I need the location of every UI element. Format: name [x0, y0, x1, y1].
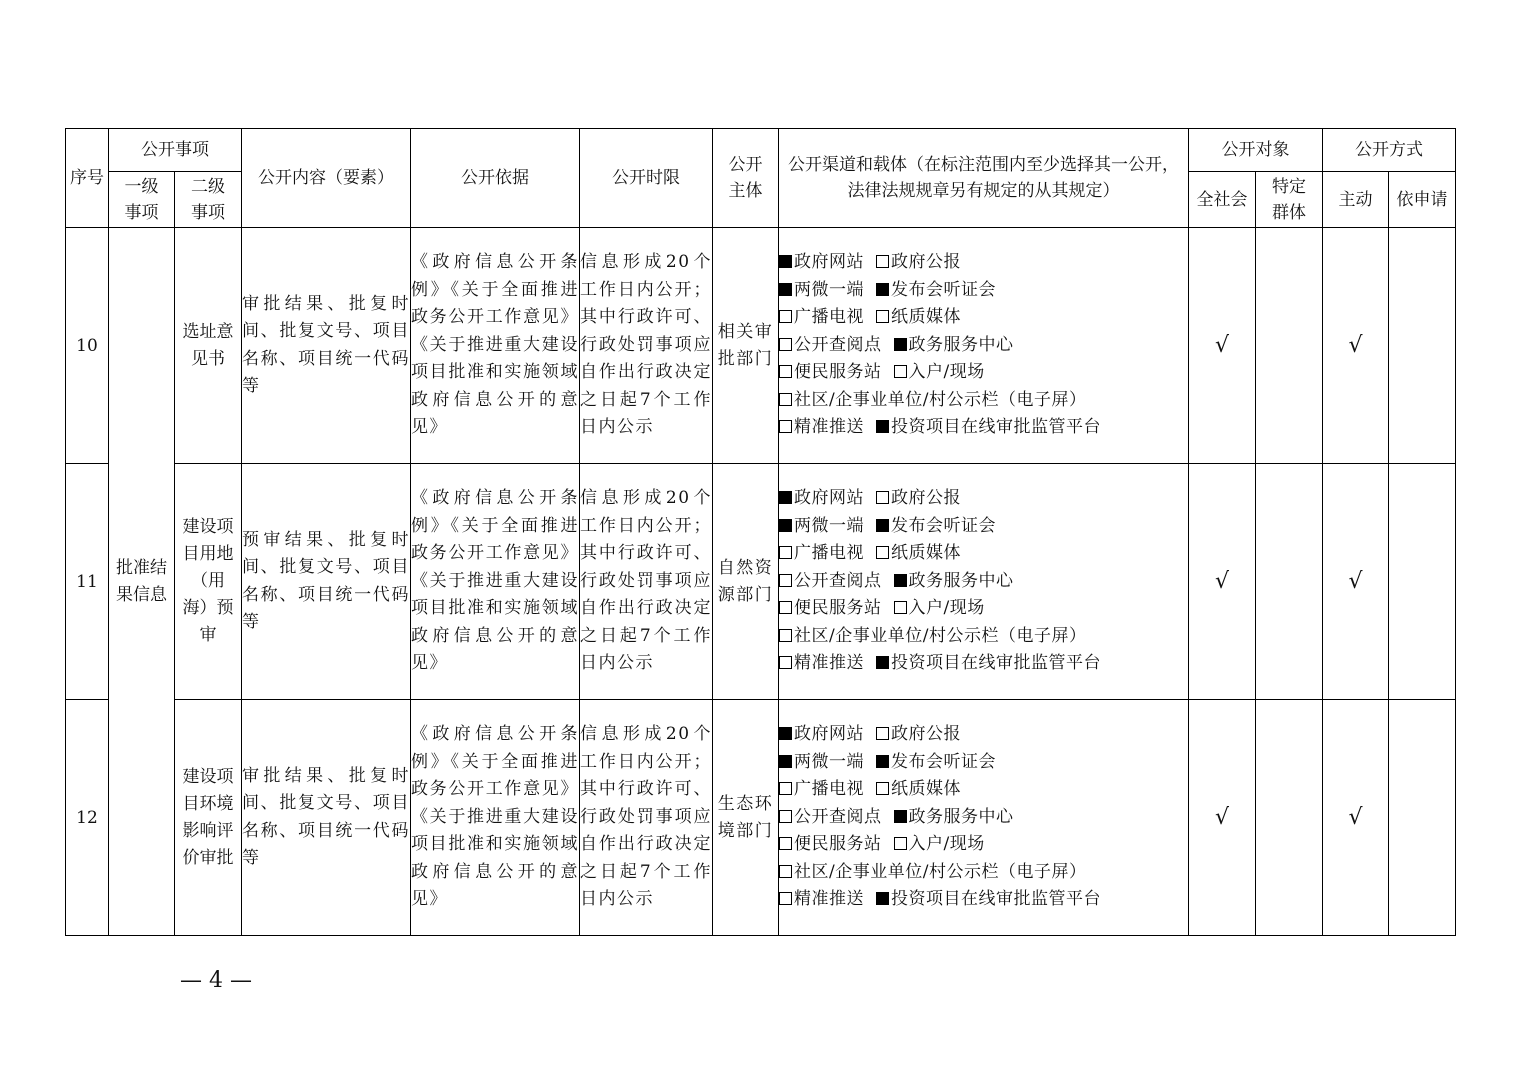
channel-option: [779, 626, 1086, 646]
unchecked-box-icon: [779, 546, 792, 559]
channel-line: [779, 414, 1188, 442]
channel-cell: [779, 700, 1189, 936]
header-target-specific: 特定群体: [1256, 172, 1323, 228]
channel-option-label: 便民服务站: [794, 362, 882, 383]
channel-option-label: 投资项目在线审批监管平台: [891, 889, 1101, 910]
channel-option-label: 公开查阅点: [794, 806, 882, 827]
channel-option-label: 政府公报: [891, 252, 961, 273]
channel-option-label: 政府网站: [794, 488, 864, 509]
content-cell: 预审结果、批复时间、批复文号、项目名称、项目统一代码等: [242, 464, 411, 700]
header-level2: 二级事项: [175, 172, 242, 228]
channel-option: [894, 571, 1014, 591]
channel-option: [876, 280, 996, 300]
channel-line: [779, 595, 1188, 623]
channel-option: [779, 834, 882, 854]
channel-option: [876, 889, 1101, 909]
level2-cell: 选址意见书: [175, 228, 242, 464]
channel-option-label: 两微一端: [794, 515, 864, 536]
channel-option: [779, 543, 864, 563]
channel-option: [779, 779, 864, 799]
unchecked-box-icon: [779, 310, 792, 323]
seq-cell: 10: [66, 228, 109, 464]
content-cell: 审批结果、批复时间、批复文号、项目名称、项目统一代码等: [242, 700, 411, 936]
unchecked-box-icon: [779, 656, 792, 669]
channel-option: [779, 516, 864, 536]
timelimit-cell: 信息形成20个工作日内公开；其中行政许可、行政处罚事项应自作出行政决定之日起7个工作日内公示: [580, 228, 713, 464]
basis-cell: 《政府信息公开条例》《关于全面推进政务公开工作意见》《关于推进重大建设项目批准和实施领域政府信息公开的意见》: [411, 700, 580, 936]
target-all-cell: √: [1189, 228, 1256, 464]
channel-option-label: 广播电视: [794, 779, 864, 800]
channel-option-label: 两微一端: [794, 279, 864, 300]
unchecked-box-icon: [779, 892, 792, 905]
table-row: [66, 464, 1456, 700]
target-all-cell: √: [1189, 700, 1256, 936]
table-row: [66, 228, 1456, 464]
unchecked-box-icon: [779, 629, 792, 642]
channel-line: [779, 513, 1188, 541]
channel-option: [876, 488, 961, 508]
channel-option-label: 两微一端: [794, 751, 864, 772]
unchecked-box-icon: [779, 393, 792, 406]
channel-option-label: 社区/企事业单位/村公示栏（电子屏）: [794, 625, 1087, 646]
checked-box-icon: [876, 892, 889, 905]
channel-line: [779, 540, 1188, 568]
channel-option: [779, 752, 864, 772]
basis-cell: 《政府信息公开条例》《关于全面推进政务公开工作意见》《关于推进重大建设项目批准和实施领域政府信息公开的意见》: [411, 228, 580, 464]
level1-cell: 批准结果信息: [109, 228, 175, 936]
channel-option-label: 入户/现场: [908, 834, 985, 855]
checked-box-icon: [894, 810, 907, 823]
checked-box-icon: [779, 255, 792, 268]
channel-line: [779, 387, 1188, 415]
header-subject: 公开主体: [713, 129, 779, 228]
subject-cell: 自然资源部门: [713, 464, 779, 700]
channel-option: [894, 807, 1014, 827]
level2-cell: 建设项目用地（用海）预审: [175, 464, 242, 700]
checked-box-icon: [894, 574, 907, 587]
unchecked-box-icon: [779, 837, 792, 850]
channel-option-label: 政务服务中心: [908, 334, 1014, 355]
channel-option: [894, 598, 985, 618]
channel-option: [779, 598, 882, 618]
channel-option: [779, 488, 864, 508]
checked-box-icon: [876, 519, 889, 532]
timelimit-cell: 信息形成20个工作日内公开；其中行政许可、行政处罚事项应自作出行政决定之日起7个工作日内公示: [580, 700, 713, 936]
channel-option-label: 发布会听证会: [891, 279, 996, 300]
channel-option: [779, 653, 864, 673]
target-specific-cell: [1256, 700, 1323, 936]
channel-line: [779, 359, 1188, 387]
checked-box-icon: [876, 420, 889, 433]
channel-option: [779, 362, 882, 382]
unchecked-box-icon: [779, 782, 792, 795]
channel-option-label: 精准推送: [794, 653, 864, 674]
channel-option: [779, 335, 882, 355]
checked-box-icon: [894, 338, 907, 351]
method-active-cell: √: [1323, 700, 1389, 936]
target-all-cell: √: [1189, 464, 1256, 700]
channel-option-label: 便民服务站: [794, 834, 882, 855]
table-row: [66, 700, 1456, 936]
checked-box-icon: [779, 283, 792, 296]
channel-line: [779, 886, 1188, 914]
channel-option: [779, 807, 882, 827]
channel-line: [779, 859, 1188, 887]
channel-option-label: 便民服务站: [794, 598, 882, 619]
unchecked-box-icon: [876, 255, 889, 268]
unchecked-box-icon: [779, 865, 792, 878]
checked-box-icon: [876, 755, 889, 768]
channel-line: [779, 304, 1188, 332]
timelimit-cell: 信息形成20个工作日内公开；其中行政许可、行政处罚事项应自作出行政决定之日起7个工作日内公示: [580, 464, 713, 700]
channel-option-label: 政务服务中心: [908, 806, 1014, 827]
channel-option: [876, 752, 996, 772]
channel-option: [779, 724, 864, 744]
channel-option: [876, 307, 961, 327]
seq-cell: 11: [66, 464, 109, 700]
channel-option-label: 发布会听证会: [891, 515, 996, 536]
channel-option: [876, 724, 961, 744]
header-timelimit: 公开时限: [580, 129, 713, 228]
unchecked-box-icon: [876, 310, 889, 323]
channel-option-label: 精准推送: [794, 889, 864, 910]
channel-line: [779, 623, 1188, 651]
unchecked-box-icon: [779, 420, 792, 433]
unchecked-box-icon: [779, 338, 792, 351]
unchecked-box-icon: [779, 574, 792, 587]
unchecked-box-icon: [894, 837, 907, 850]
channel-option-label: 政务服务中心: [908, 570, 1014, 591]
unchecked-box-icon: [894, 365, 907, 378]
unchecked-box-icon: [894, 601, 907, 614]
channel-option-label: 政府公报: [891, 488, 961, 509]
channel-line: [779, 804, 1188, 832]
unchecked-box-icon: [779, 601, 792, 614]
method-active-cell: √: [1323, 228, 1389, 464]
channel-line: [779, 249, 1188, 277]
channel-option-label: 政府公报: [891, 724, 961, 745]
channel-line: [779, 568, 1188, 596]
channel-line: [779, 831, 1188, 859]
channel-option-label: 公开查阅点: [794, 570, 882, 591]
unchecked-box-icon: [876, 491, 889, 504]
channel-option: [894, 834, 985, 854]
target-specific-cell: [1256, 464, 1323, 700]
page-number: — 4 —: [180, 968, 252, 993]
header-target: 公开对象: [1189, 129, 1323, 172]
unchecked-box-icon: [876, 727, 889, 740]
channel-option-label: 公开查阅点: [794, 334, 882, 355]
channel-line: [779, 277, 1188, 305]
channel-cell: [779, 464, 1189, 700]
channel-option: [894, 335, 1014, 355]
channel-option-label: 广播电视: [794, 307, 864, 328]
channel-line: [779, 776, 1188, 804]
unchecked-box-icon: [876, 782, 889, 795]
channel-option-label: 社区/企事业单位/村公示栏（电子屏）: [794, 861, 1087, 882]
channel-option-label: 投资项目在线审批监管平台: [891, 417, 1101, 438]
channel-cell: [779, 228, 1189, 464]
checked-box-icon: [779, 491, 792, 504]
channel-option: [876, 779, 961, 799]
channel-option: [876, 252, 961, 272]
method-request-cell: [1389, 228, 1456, 464]
channel-option-label: 纸质媒体: [891, 307, 961, 328]
header-level1: 一级事项: [109, 172, 175, 228]
channel-line: [779, 721, 1188, 749]
header-method-active: 主动: [1323, 172, 1389, 228]
channel-option-label: 广播电视: [794, 543, 864, 564]
unchecked-box-icon: [779, 365, 792, 378]
channel-option: [779, 417, 864, 437]
checked-box-icon: [779, 755, 792, 768]
checked-box-icon: [779, 727, 792, 740]
channel-option: [779, 862, 1086, 882]
checked-box-icon: [876, 656, 889, 669]
channel-option: [876, 653, 1101, 673]
target-specific-cell: [1256, 228, 1323, 464]
unchecked-box-icon: [779, 810, 792, 823]
channel-line: [779, 749, 1188, 777]
header-content: 公开内容（要素）: [242, 129, 411, 228]
channel-line: [779, 650, 1188, 678]
channel-option: [779, 307, 864, 327]
channel-option-label: 入户/现场: [908, 598, 985, 619]
method-active-cell: √: [1323, 464, 1389, 700]
channel-option: [779, 390, 1086, 410]
channel-option-label: 社区/企事业单位/村公示栏（电子屏）: [794, 389, 1087, 410]
seq-cell: 12: [66, 700, 109, 936]
channel-option: [876, 516, 996, 536]
content-cell: 审批结果、批复时间、批复文号、项目名称、项目统一代码等: [242, 228, 411, 464]
channel-option: [876, 417, 1101, 437]
header-method-request: 依申请: [1389, 172, 1456, 228]
channel-line: [779, 485, 1188, 513]
header-items: 公开事项: [109, 129, 242, 172]
header-method: 公开方式: [1323, 129, 1456, 172]
basis-cell: 《政府信息公开条例》《关于全面推进政务公开工作意见》《关于推进重大建设项目批准和实施领域政府信息公开的意见》: [411, 464, 580, 700]
channel-option-label: 发布会听证会: [891, 751, 996, 772]
channel-option-label: 精准推送: [794, 417, 864, 438]
channel-option-label: 政府网站: [794, 724, 864, 745]
disclosure-table: [65, 128, 1456, 936]
channel-option: [779, 280, 864, 300]
channel-option: [894, 362, 985, 382]
header-seq: 序号: [66, 129, 109, 228]
subject-cell: 生态环境部门: [713, 700, 779, 936]
method-request-cell: [1389, 700, 1456, 936]
method-request-cell: [1389, 464, 1456, 700]
channel-option: [779, 889, 864, 909]
channel-option: [779, 571, 882, 591]
channel-option: [779, 252, 864, 272]
level2-cell: 建设项目环境影响评价审批: [175, 700, 242, 936]
checked-box-icon: [876, 283, 889, 296]
header-basis: 公开依据: [411, 129, 580, 228]
subject-cell: 相关审批部门: [713, 228, 779, 464]
header-channel: 公开渠道和载体（在标注范围内至少选择其一公开，法律法规规章另有规定的从其规定）: [779, 129, 1189, 228]
unchecked-box-icon: [876, 546, 889, 559]
channel-option-label: 政府网站: [794, 252, 864, 273]
channel-option-label: 入户/现场: [908, 362, 985, 383]
channel-option-label: 纸质媒体: [891, 779, 961, 800]
channel-option-label: 投资项目在线审批监管平台: [891, 653, 1101, 674]
channel-option-label: 纸质媒体: [891, 543, 961, 564]
channel-line: [779, 332, 1188, 360]
header-target-all: 全社会: [1189, 172, 1256, 228]
channel-option: [876, 543, 961, 563]
checked-box-icon: [779, 519, 792, 532]
